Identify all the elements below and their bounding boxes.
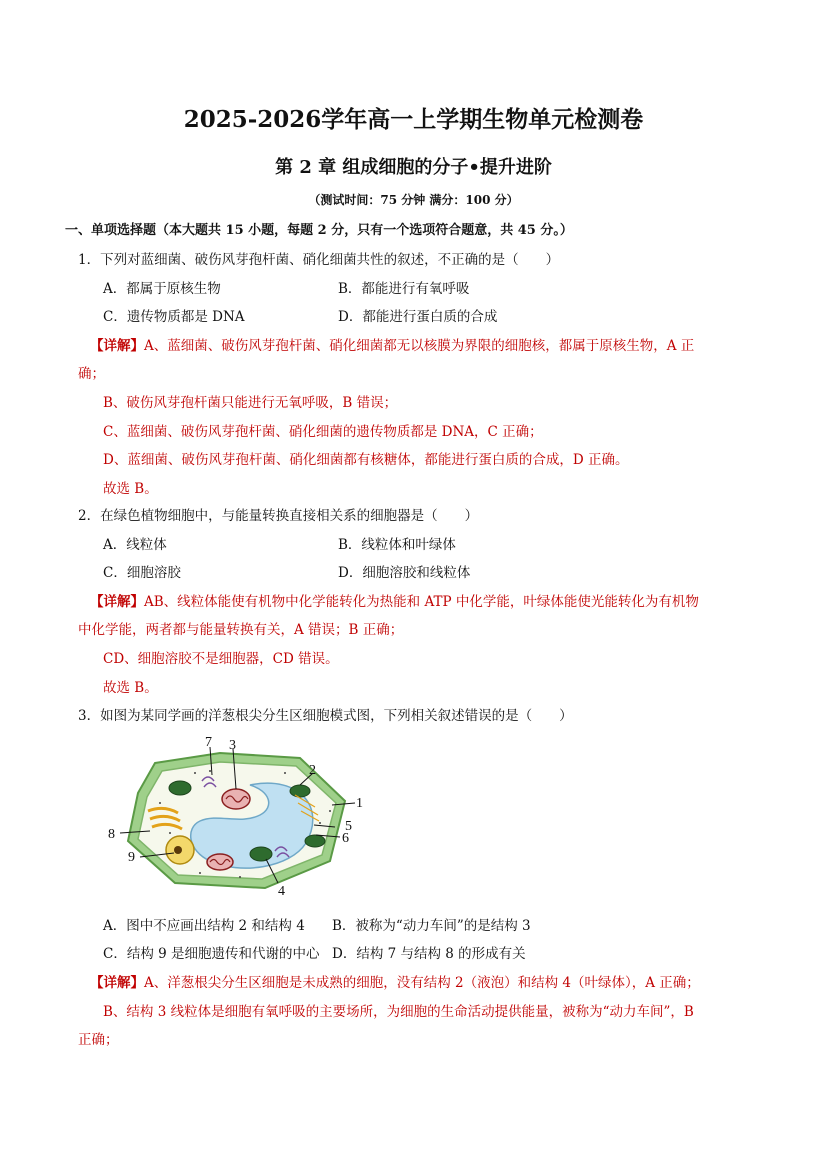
q3-explanation-line1: 【详解】A、洋葱根尖分生区细胞是未成熟的细胞，没有结构 2（液泡）和结构 4（叶绿体），A 正确； xyxy=(90,975,700,991)
chloroplast xyxy=(169,781,191,795)
q2-answer: 故选 B。 xyxy=(103,680,158,696)
q3-option-b: B．被称为“动力车间”的是结构 3 xyxy=(332,918,531,934)
section-heading: 一、单项选择题（本大题共 15 小题，每题 2 分，只有一个选项符合题意，共 45 分。） xyxy=(65,223,573,238)
q2-explanation-line1: 【详解】AB、线粒体能使有机物中化学能转化为热能和 ATP 中化学能，叶绿体能使光能转化为有机物 xyxy=(90,594,699,610)
q1-explanation-line1: 【详解】A、蓝细菌、破伤风芽孢杆菌、硝化细菌都无以核膜为界限的细胞核，都属于原核生物，A 正 xyxy=(90,338,695,354)
exam-meta: （测试时间：75 分钟 满分：100 分） xyxy=(308,193,519,207)
label-8: 8 xyxy=(108,827,115,842)
q1-answer: 故选 B。 xyxy=(103,481,158,497)
q1-stem: 1．下列对蓝细菌、破伤风芽孢杆菌、硝化细菌共性的叙述，不正确的是（ ） xyxy=(78,252,560,268)
q1-explanation-line2: B、破伤风芽孢杆菌只能进行无氧呼吸，B 错误； xyxy=(103,395,398,411)
q1-option-b: B．都能进行有氧呼吸 xyxy=(338,281,470,297)
label-2: 2 xyxy=(309,763,316,778)
q1-option-a: A．都属于原核生物 xyxy=(103,281,221,297)
q1-explanation-tag: 【详解】 xyxy=(90,338,144,354)
q3-option-d: D．结构 7 与结构 8 的形成有关 xyxy=(332,946,526,962)
q1-option-d: D．都能进行蛋白质的合成 xyxy=(338,309,498,325)
q3-explanation-line2-cont: 正确； xyxy=(78,1032,119,1048)
label-9: 9 xyxy=(128,850,135,865)
q1-option-c: C．遗传物质都是 DNA xyxy=(103,309,245,325)
q2-option-b: B．线粒体和叶绿体 xyxy=(338,537,456,553)
q2-option-d: D．细胞溶胶和线粒体 xyxy=(338,565,471,581)
label-6: 6 xyxy=(342,831,349,846)
chapter-subtitle: 第 2 章 组成细胞的分子•提升进阶 xyxy=(275,157,552,178)
label-1: 1 xyxy=(356,796,363,811)
q2-option-a: A．线粒体 xyxy=(103,537,167,553)
q2-explanation-tag: 【详解】 xyxy=(90,594,144,610)
q1-explanation-line1-cont: 确； xyxy=(78,366,105,382)
q3-explanation-line2: B、结构 3 线粒体是细胞有氧呼吸的主要场所，为细胞的生命活动提供能量，被称为“动力车间”，B xyxy=(103,1004,694,1020)
q2-explanation-line1-cont: 中化学能，两者都与能量转换有关，A 错误；B 正确； xyxy=(78,622,404,638)
q1-explanation-line4: D、蓝细菌、破伤风芽孢杆菌、硝化细菌都有核糖体，都能进行蛋白质的合成，D 正确。 xyxy=(103,452,629,468)
label-4: 4 xyxy=(278,884,285,899)
q3-explanation-tag: 【详解】 xyxy=(90,975,144,991)
q2-explanation-line2: CD、细胞溶胶不是细胞器，CD 错误。 xyxy=(103,651,339,667)
q1-explanation-line3: C、蓝细菌、破伤风芽孢杆菌、硝化细菌的遗传物质都是 DNA，C 正确； xyxy=(103,424,543,440)
q3-stem: 3．如图为某同学画的洋葱根尖分生区细胞模式图，下列相关叙述错误的是（ ） xyxy=(78,708,573,724)
label-7: 7 xyxy=(205,735,212,750)
q3-option-a: A．图中不应画出结构 2 和结构 4 xyxy=(103,918,305,934)
q2-stem: 2．在绿色植物细胞中，与能量转换直接相关系的细胞器是（ ） xyxy=(78,508,479,524)
plant-cell-diagram xyxy=(100,733,380,903)
page-title: 2025-2026学年高一上学期生物单元检测卷 xyxy=(183,106,644,133)
label-5: 5 xyxy=(345,819,352,834)
q3-option-c: C．结构 9 是细胞遗传和代谢的中心 xyxy=(103,946,320,962)
q2-option-c: C．细胞溶胶 xyxy=(103,565,181,581)
label-3: 3 xyxy=(229,738,236,753)
